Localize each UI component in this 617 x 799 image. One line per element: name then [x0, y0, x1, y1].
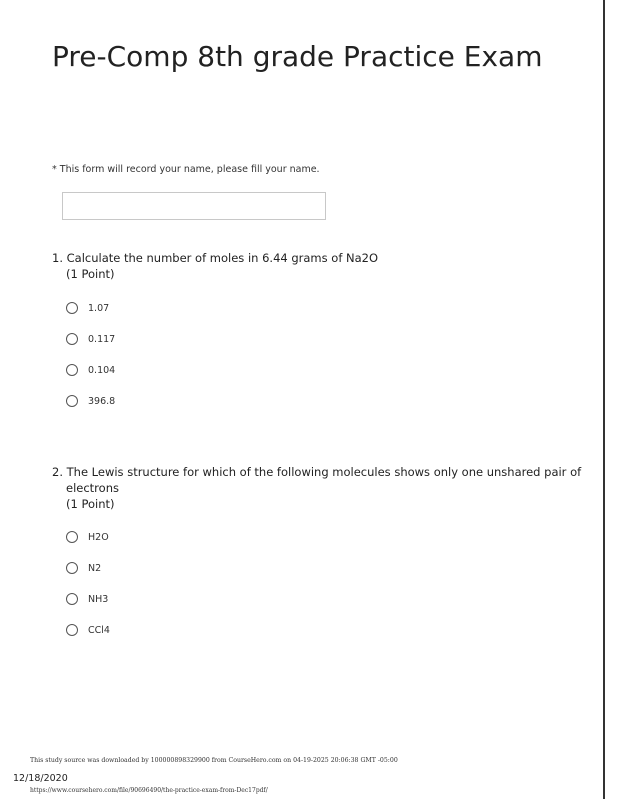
footer-date: 12/18/2020 — [13, 773, 68, 784]
name-notice: * This form will record your name, please fill your name. — [52, 164, 320, 175]
option-label: CCl4 — [88, 624, 110, 636]
radio-button[interactable] — [66, 395, 78, 407]
question-1-points: (1 Point) — [66, 267, 115, 281]
option-label: NH3 — [88, 593, 109, 605]
option-label: H2O — [88, 531, 109, 543]
name-input[interactable] — [62, 192, 326, 220]
footer-source-note: This study source was downloaded by 100000898329900 from CourseHero.com on 04-19-2025 20:06:38 GMT -05:00 — [30, 757, 398, 764]
option-label: 396.8 — [88, 395, 116, 407]
radio-button[interactable] — [66, 302, 78, 314]
question-2-option-1[interactable] — [66, 529, 109, 545]
option-label: 0.117 — [88, 333, 116, 345]
question-2-option-4[interactable] — [66, 622, 110, 638]
radio-button[interactable] — [66, 593, 78, 605]
radio-button[interactable] — [66, 333, 78, 345]
form-title: Pre-Comp 8th grade Practice Exam — [52, 40, 543, 73]
option-label: 0.104 — [88, 364, 116, 376]
question-2 — [52, 464, 586, 512]
question-1-option-3[interactable] — [66, 362, 115, 378]
radio-button[interactable] — [66, 531, 78, 543]
question-1-option-1[interactable] — [66, 300, 109, 316]
question-1 — [52, 250, 378, 282]
question-1-option-2[interactable] — [66, 331, 115, 347]
page-edge — [603, 0, 605, 799]
radio-button[interactable] — [66, 624, 78, 636]
option-label: N2 — [88, 562, 102, 574]
radio-button[interactable] — [66, 562, 78, 574]
option-label: 1.07 — [88, 302, 110, 314]
question-1-text: 1. Calculate the number of moles in 6.44 grams of Na2O — [52, 251, 379, 265]
question-1-option-4[interactable] — [66, 393, 115, 409]
footer-url: https://www.coursehero.com/file/90696490/the-practice-exam-from-Dec17pdf/ — [30, 787, 268, 794]
question-2-text: 2. The Lewis structure for which of the following molecules shows only one unshared pair of electrons — [52, 465, 582, 495]
question-2-option-2[interactable] — [66, 560, 101, 576]
question-2-option-3[interactable] — [66, 591, 108, 607]
question-2-points: (1 Point) — [66, 497, 115, 511]
radio-button[interactable] — [66, 364, 78, 376]
